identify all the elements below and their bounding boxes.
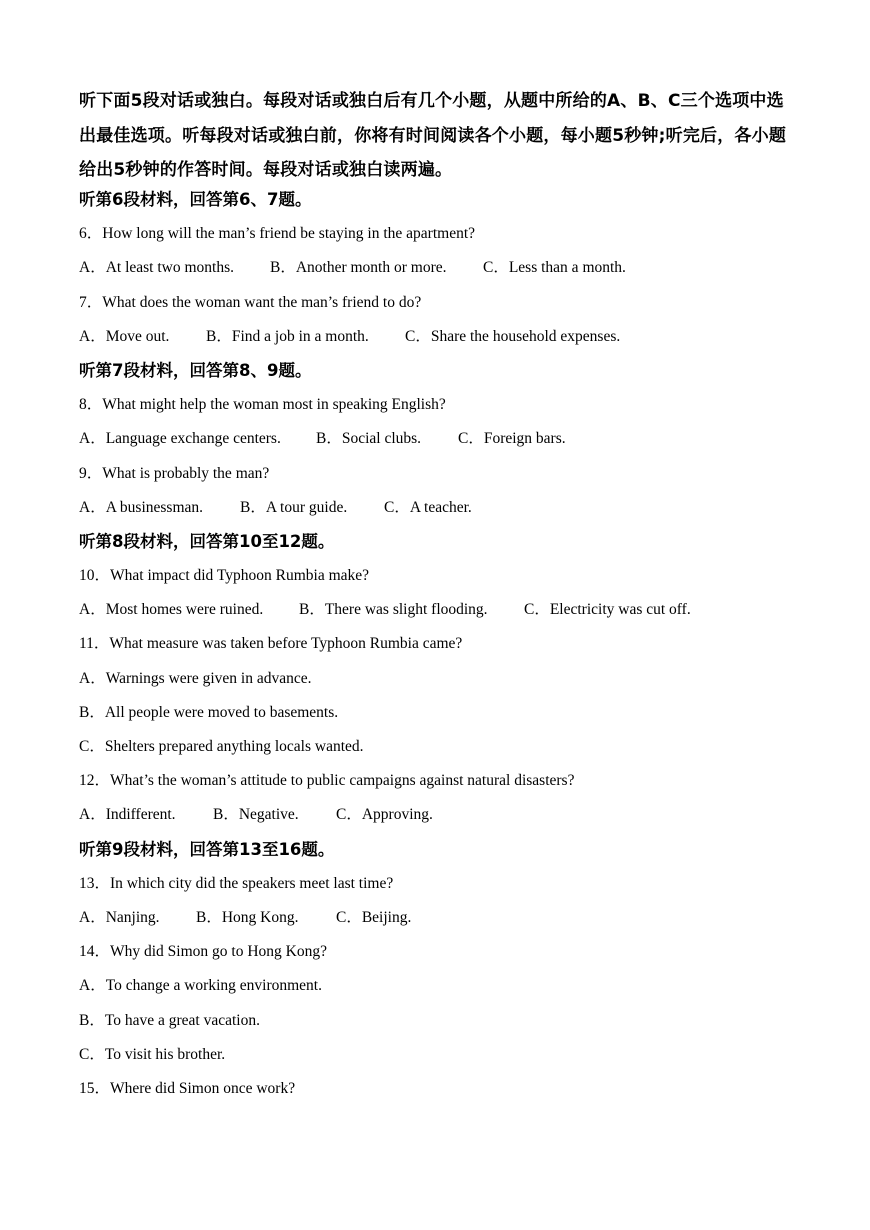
section-heading-9: 听第9段材料，回答第13至16题。 bbox=[79, 839, 335, 859]
question-6: 6．How long will the man’s friend be staying in the apartment? bbox=[79, 225, 476, 243]
question-13: 13．In which city did the speakers meet last time? bbox=[79, 874, 394, 892]
option-8c[interactable]: C．Foreign bars. bbox=[458, 430, 566, 448]
question-12: 12．What’s the woman’s attitude to public campaigns against natural disasters? bbox=[79, 772, 575, 790]
option-10b[interactable]: B．There was slight flooding. bbox=[299, 601, 488, 619]
option-14b[interactable]: B．To have a great vacation. bbox=[79, 1011, 260, 1029]
option-9b[interactable]: B．A tour guide. bbox=[240, 498, 348, 516]
option-9a[interactable]: A．A businessman. bbox=[79, 498, 204, 516]
section-heading-7: 听第7段材料，回答第8、9题。 bbox=[79, 360, 312, 380]
question-10: 10．What impact did Typhoon Rumbia make? bbox=[79, 567, 370, 585]
option-12b[interactable]: B．Negative. bbox=[213, 806, 299, 824]
questions-area bbox=[79, 186, 799, 1109]
question-15: 15．Where did Simon once work? bbox=[79, 1079, 296, 1097]
option-12c[interactable]: C．Approving. bbox=[336, 806, 433, 824]
question-9-options bbox=[79, 494, 799, 528]
option-14c[interactable]: C．To visit his brother. bbox=[79, 1045, 226, 1063]
question-7-options bbox=[79, 323, 799, 357]
question-14: 14．Why did Simon go to Hong Kong? bbox=[79, 943, 327, 961]
option-7b[interactable]: B．Find a job in a month. bbox=[206, 327, 369, 345]
option-9c[interactable]: C．A teacher. bbox=[384, 498, 472, 516]
option-13b[interactable]: B．Hong Kong. bbox=[196, 908, 299, 926]
option-14a[interactable]: A．To change a working environment. bbox=[79, 977, 322, 995]
option-11a[interactable]: A．Warnings were given in advance. bbox=[79, 669, 312, 687]
option-6b[interactable]: B．Another month or more. bbox=[270, 259, 447, 277]
option-7a[interactable]: A．Move out. bbox=[79, 327, 170, 345]
option-8b[interactable]: B．Social clubs. bbox=[316, 430, 422, 448]
option-11b[interactable]: B．All people were moved to basements. bbox=[79, 703, 339, 721]
question-6-options bbox=[79, 254, 799, 288]
option-6c[interactable]: C．Less than a month. bbox=[483, 259, 626, 277]
option-12a[interactable]: A．Indifferent. bbox=[79, 806, 176, 824]
question-8-options bbox=[79, 425, 799, 459]
question-11: 11．What measure was taken before Typhoon Rumbia came? bbox=[79, 635, 463, 653]
section-heading-8: 听第8段材料，回答第10至12题。 bbox=[79, 531, 335, 551]
option-11c[interactable]: C．Shelters prepared anything locals wanted. bbox=[79, 738, 364, 755]
question-13-options bbox=[79, 904, 799, 938]
question-10-options bbox=[79, 596, 799, 630]
option-8a[interactable]: A．Language exchange centers. bbox=[79, 430, 281, 448]
question-7: 7．What does the woman want the man’s friend to do? bbox=[79, 293, 422, 311]
question-12-options bbox=[79, 801, 799, 835]
option-7c[interactable]: C．Share the household expenses. bbox=[405, 327, 621, 345]
option-10c[interactable]: C．Electricity was cut off. bbox=[524, 601, 691, 619]
option-10a[interactable]: A．Most homes were ruined. bbox=[79, 601, 264, 619]
option-13a[interactable]: A．Nanjing. bbox=[79, 908, 160, 926]
question-8: 8．What might help the woman most in speaking English? bbox=[79, 396, 446, 414]
question-9: 9．What is probably the man? bbox=[79, 464, 270, 482]
listening-instructions: 听下面5段对话或独白。每段对话或独白后有几个小题，从题中所给的A、B、C三个选项中选出最佳选项。听每段对话或独白前，你将有时间阅读各个小题，每小题5秒钟;听完后，各小题给出5秒钟的作答时间。每段对话或独白读两遍。 bbox=[79, 91, 787, 180]
option-13c[interactable]: C．Beijing. bbox=[336, 908, 412, 926]
section-heading-6: 听第6段材料，回答第6、7题。 bbox=[79, 190, 312, 209]
option-6a[interactable]: A．At least two months. bbox=[79, 259, 234, 277]
